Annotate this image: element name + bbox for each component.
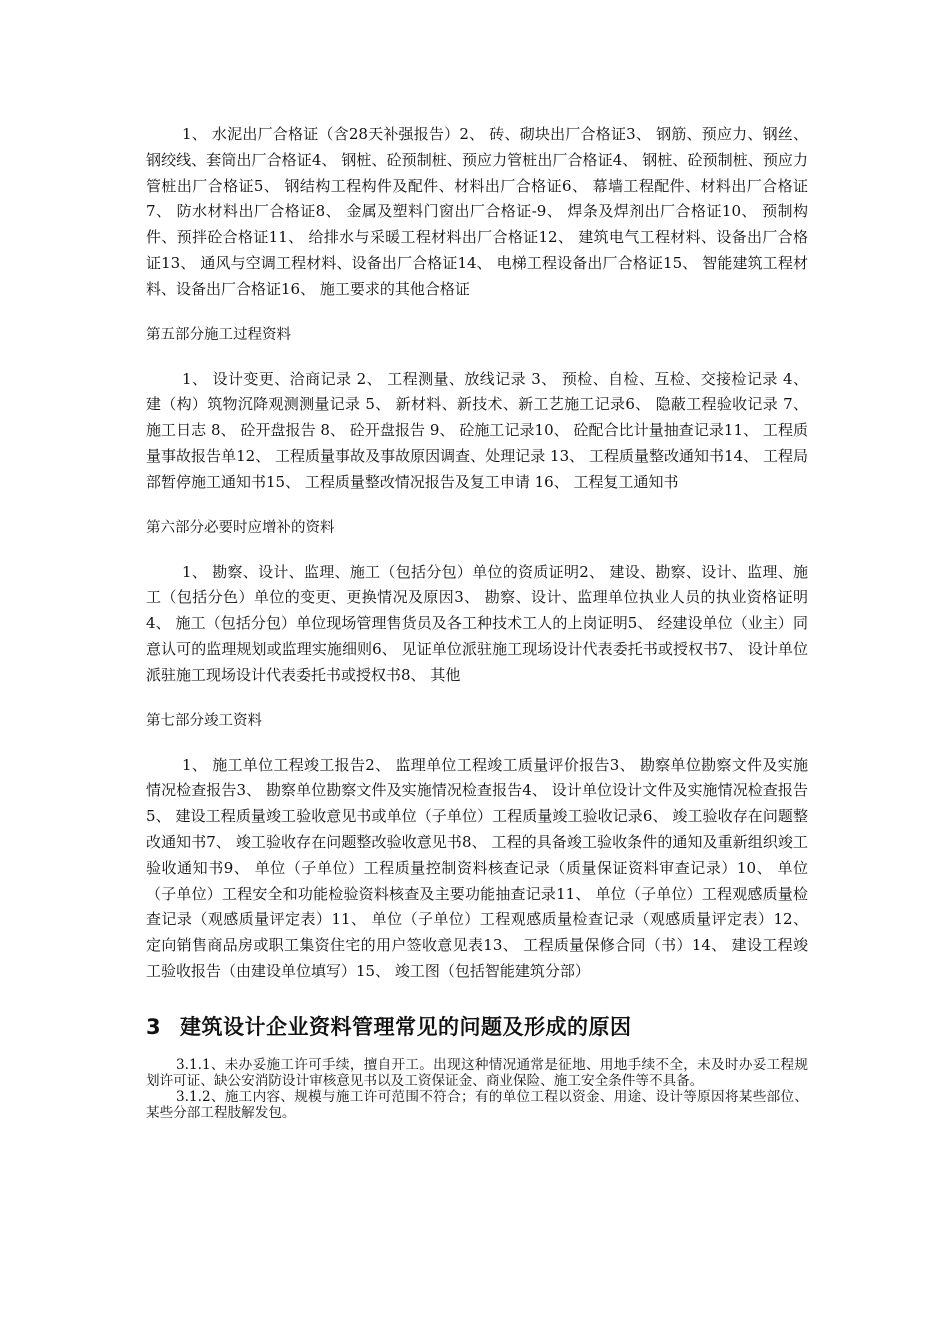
chapter3-heading xyxy=(146,1013,808,1041)
certificates-paragraph: 1、 水泥出厂合格证（含28天补强报告）2、 砖、砌块出厂合格证3、 钢筋、预应力、钢丝、钢绞线、套筒出厂合格证4、 钢桩、砼预制桩、预应力管桩出厂合格证4、 钢桩、砼预制桩、预应力管桩出厂合格证5、 钢结构工程构件及配件、材料出厂合格证6、 幕墙工程配件、材料出厂合格证7、 防水材料出厂合格证8、 金属及塑料门窗出厂合格证-9、 焊条及焊剂出厂合格证10、 预制构件、预拌砼合格证11、 给排水与采暖工程材料出厂合格证12、 建筑电气工程材料、设备出厂合格证13、 通风与空调工程材料、设备出厂合格证14、 电梯工程设备出厂合格证15、 智能建筑工程材料、设备出厂合格证16、 施工要求的其他合格证 xyxy=(146,125,808,298)
para-3-1-1: 3.1.1、未办妥施工许可手续，擅自开工。出现这种情况通常是征地、用地手续不全，未及时办妥工程规划许可证、缺公安消防设计审核意见书以及工资保证金、商业保险、施工安全条件等不具备。 xyxy=(146,1056,808,1089)
para-3-1-2: 3.1.2、施工内容、规模与施工许可范围不符合；有的单位工程以资金、用途、设计等原因将某些部位、某些分部工程肢解发包。 xyxy=(146,1088,808,1121)
section6-paragraph: 1、 勘察、设计、监理、施工（包括分包）单位的资质证明2、 建设、勘察、设计、监理、施工（包括分色）单位的变更、更换情况及原因3、 勘察、设计、监理单位执业人员的执业资格证明4、 施工（包括分包）单位现场管理售货员及各工种技术工人的上岗证明5、 经建设单位（业主）同意认可的监理规划或监理实施细则6、 见证单位派驻施工现场设计代表委托书或授权书7、 设计单位派驻施工现场设计代表委托书或授权书8、 其他 xyxy=(146,562,808,684)
chapter3-number: 3 xyxy=(146,1014,162,1039)
section5-title: 第五部分施工过程资料 xyxy=(146,326,291,343)
document-page xyxy=(146,122,808,1121)
section5-paragraph: 1、 设计变更、洽商记录 2、 工程测量、放线记录 3、 预检、自检、互检、交接检记录 4、 建（构）筑物沉降观测测量记录 5、 新材料、新技术、新工艺施工记录6、 隐蔽工程验收记录 7、 施工日志 8、 砼开盘报告 8、 砼开盘报告 9、 砼施工记录10、 砼配合比计量抽查记录11、 工程质量事故报告单12、 工程质量事故及事故原因调查、处理记录 13、 工程质量整改通知书14、 工程局部暂停施工通知书15、 工程质量整改情况报告及复工申请 16、 工程复工通知书 xyxy=(146,369,808,491)
chapter3-title: 建筑设计企业资料管理常见的问题及形成的原因 xyxy=(180,1014,632,1039)
section7-paragraph: 1、 施工单位工程竣工报告2、 监理单位工程竣工质量评价报告3、 勘察单位勘察文件及实施情况检查报告3、 勘察单位勘察文件及实施情况检查报告4、 设计单位设计文件及实施情况检查报告5、 建设工程质量竣工验收意见书或单位（子单位）工程质量竣工验收记录6、 竣工验收存在问题整改通知书7、 竣工验收存在问题整改验收意见书8、 工程的具备竣工验收条件的通知及重新组织竣工验收通知书9、 单位（子单位）工程质量控制资料核查记录（质量保证资料审查记录）10、 单位（子单位）工程安全和功能检验资料核查及主要功能抽查记录11、 单位（子单位）工程观感质量检查记录（观感质量评定表）11、 单位（子单位）工程观感质量检查记录（观感质量评定表）12、 定向销售商品房或职工集资住宅的用户签收意见表13、 工程质量保修合同（书）14、 建设工程竣工验收报告（由建设单位填写）15、 竣工图（包括智能建筑分部） xyxy=(146,755,808,980)
section7-title: 第七部分竣工资料 xyxy=(146,712,262,729)
section6-title: 第六部分必要时应增补的资料 xyxy=(146,519,335,536)
